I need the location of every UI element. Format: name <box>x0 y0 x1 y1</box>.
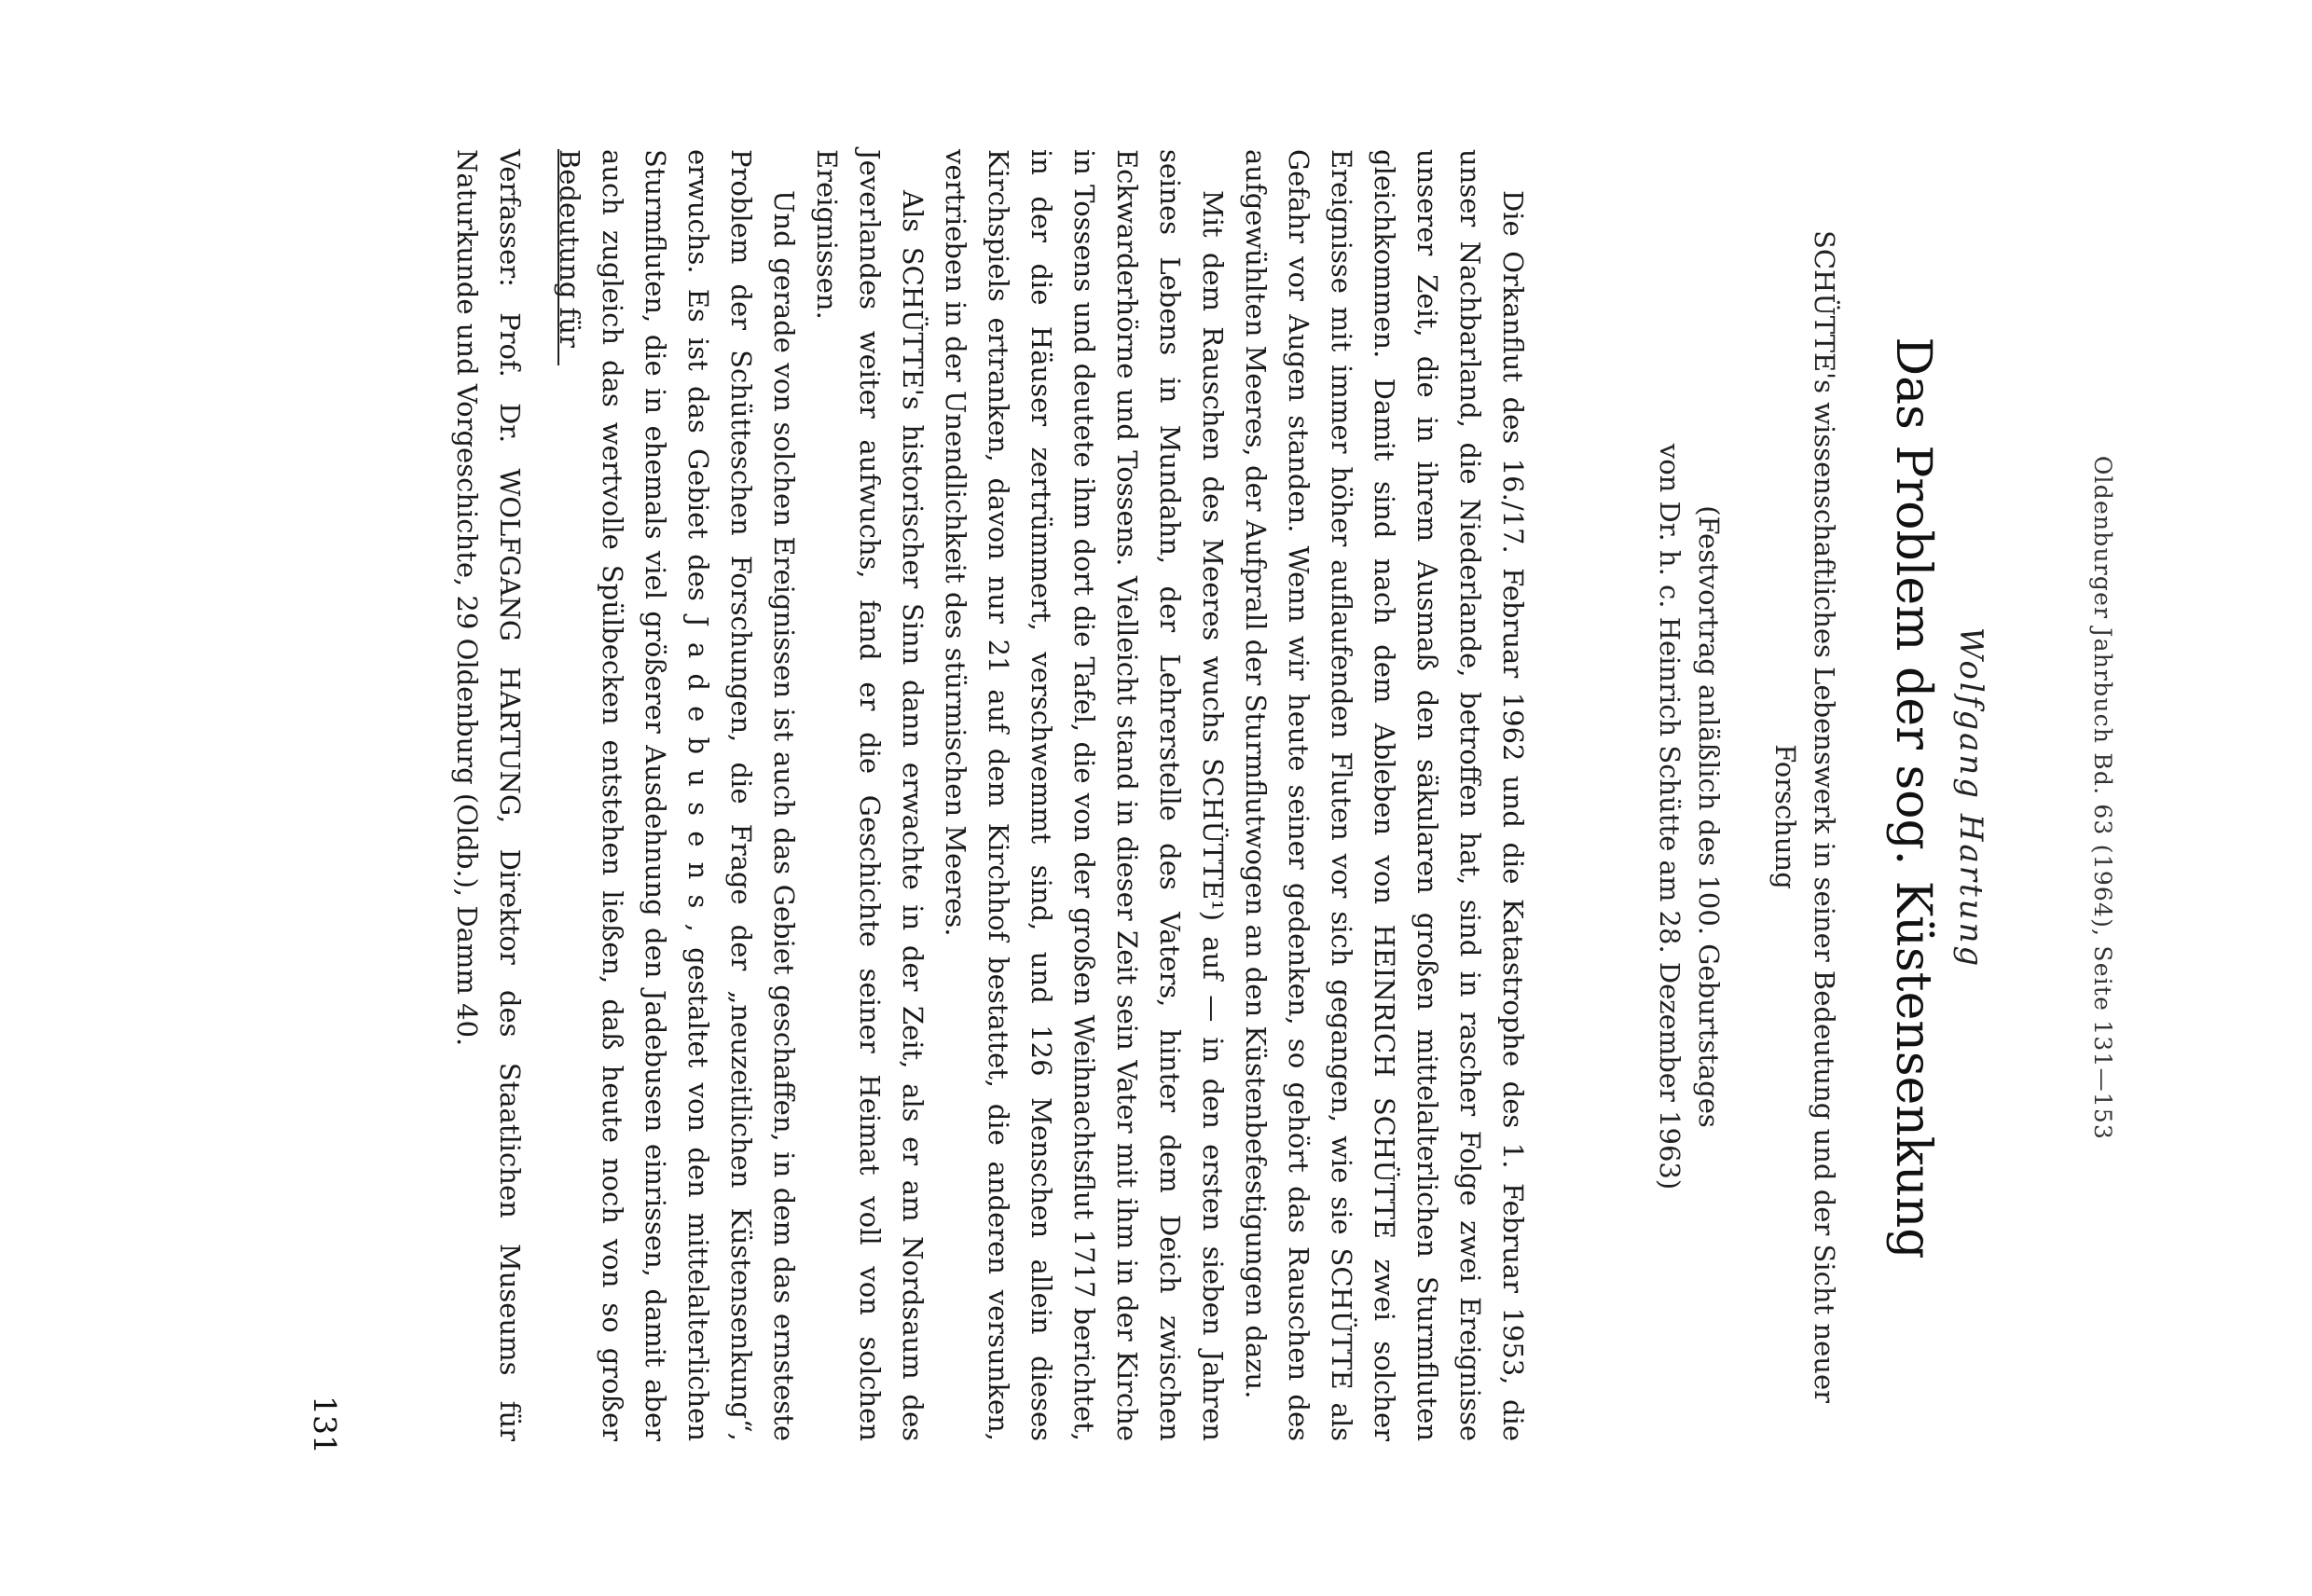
author-footnote: Verfasser: Prof. Dr. WOLFGANG HARTUNG, Direktor des Staatlichen Museums für Naturkunde und Vorgeschichte, 29 Oldenburg (Oldb.), Damm 40. <box>451 149 526 1441</box>
paragraph: Und gerade von solchen Ereignissen ist auch das Gebiet geschaffen, in dem das ernsteste Problem der Schütteschen Forschungen, die Frage der „neuzeitlichen Küstensenkung“, erwuchs. Es ist das Gebiet des J a d e b u s e n s , gestaltet von den mittelalterlichen Sturmfluten, die in ehemals viel größerer Ausdehnung den Jadebusen einrissen, damit aber auch zugleich das wertvolle Spülbecken entstehen ließen, daß heute noch von so großer Bedeutung für <box>554 149 800 1441</box>
article-title: Das Problem der sog. Küstensenkung <box>1885 337 1941 1259</box>
occasion-note <box>1650 186 1728 1447</box>
occasion-line-2: von Dr. h. c. Heinrich Schütte am 28. Dezember 1963) <box>1654 443 1686 1190</box>
page-number: 131 <box>307 1396 343 1454</box>
author-name: Wolfgang Hartung <box>1952 626 1989 970</box>
occasion-line-1: (Festvortrag anläßlich des 100. Geburtstages <box>1693 505 1725 1128</box>
article-subtitle: SCHÜTTE's wissenschaftliches Lebenswerk in seiner Bedeutung und der Sicht neuer Forschung <box>1769 229 1840 1403</box>
paragraph: Die Orkanflut des 16./17. Februar 1962 und die Katastrophe des 1. Februar 1953, die unser Nachbarland, die Niederlande, betroffen hat, sind in rascher Folge zwei Ereignisse unserer Zeit, die in ihrem Ausmaß den säkularen großen mittelalterlichen Sturmfluten gleichkommen. Damit sind nach dem Ableben von HEINRICH SCHÜTTE zwei solcher Ereignisse mit immer höher auflaufenden Fluten vor sich gegangen, wie sie SCHÜTTE als Gefahr vor Augen standen. Wenn wir heute seiner gedenken, so gehört das Rauschen des aufgewühlten Meeres, der Aufprall der Sturmflutwogen an den Küstenbefestigungen dazu. <box>1240 149 1529 1441</box>
journal-header: Oldenburger Jahrbuch Bd. 63 (1964), Seite 131—153 <box>2089 455 2116 1141</box>
paragraph: Als SCHÜTTE's historischer Sinn dann erwachte in der Zeit, als er am Nordsaum des Jeverlandes weiter aufwuchs, fand er die Geschichte seiner Heimat voll von solchen Ereignissen. <box>811 149 929 1441</box>
paragraph: Mit dem Rauschen des Meeres wuchs SCHÜTTE¹) auf — in den ersten sieben Jahren seines Lebens in Mundahn, der Lehrerstelle des Vaters, hinter dem Deich zwischen Eckwarderhörne und Tossens. Vielleicht stand in dieser Zeit sein Vater mit ihm in der Kirche in Tossens und deutete ihm dort die Tafel, die von der großen Weihnachtsflut 1717 berichtet, in der die Häuser zertrümmert, verschwemmt sind, und 126 Menschen allein dieses Kirchspiels ertranken, davon nur 21 auf dem Kirchhof bestattet, die anderen versunken, vertrieben in der Unendlichkeit des stürmischen Meeres. <box>940 149 1229 1441</box>
article-body <box>548 149 1534 1441</box>
footnote-divider <box>557 149 559 365</box>
